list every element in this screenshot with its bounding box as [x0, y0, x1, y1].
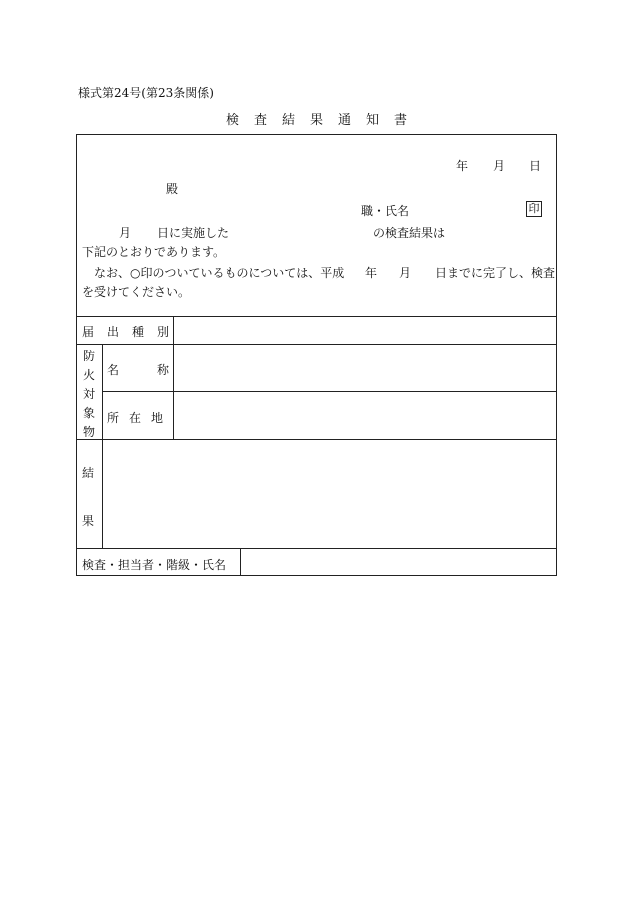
note-tail: 日までに完了し、検査 [435, 266, 556, 280]
inspector-label: 検査・担当者・階級・氏名 [82, 558, 227, 572]
name-label-2: 称 [157, 363, 170, 377]
signer-label: 職・氏名 [361, 204, 410, 218]
document-title: 検査結果通知書 [226, 113, 423, 128]
addressee-suffix: 殿 [166, 182, 179, 196]
note-year: 年 [365, 266, 378, 280]
date-day-label: 日 [529, 159, 542, 173]
note-line2: を受けてください。 [82, 285, 191, 299]
notification-type-label: 届出種別 [82, 325, 183, 339]
note-month: 月 [399, 266, 412, 280]
row-divider [76, 548, 556, 549]
body-result-text: の検査結果は [373, 226, 446, 240]
note-head: なお、○印のついているものについては、平成 [94, 266, 345, 280]
form-number: 様式第24号(第23条関係) [78, 86, 214, 100]
body-line2: 下記のとおりであります。 [82, 245, 226, 259]
name-label-1: 名 [107, 363, 120, 377]
body-day-text: 日に実施した [157, 226, 230, 240]
form-frame [76, 134, 557, 576]
column-divider [240, 548, 241, 575]
body-month: 月 [119, 226, 132, 240]
row-divider [76, 316, 556, 317]
date-month-label: 月 [493, 159, 506, 173]
seal-mark: 印 [526, 201, 542, 217]
result-label-1: 結 [82, 466, 95, 480]
column-divider [102, 344, 103, 548]
fire-object-label: 防火対象物 [82, 349, 95, 439]
date-year-label: 年 [456, 159, 469, 173]
row-divider [76, 344, 556, 345]
row-divider [76, 439, 556, 440]
result-label-2: 果 [82, 514, 95, 528]
location-label: 所在地 [107, 411, 174, 425]
row-divider [102, 391, 556, 392]
